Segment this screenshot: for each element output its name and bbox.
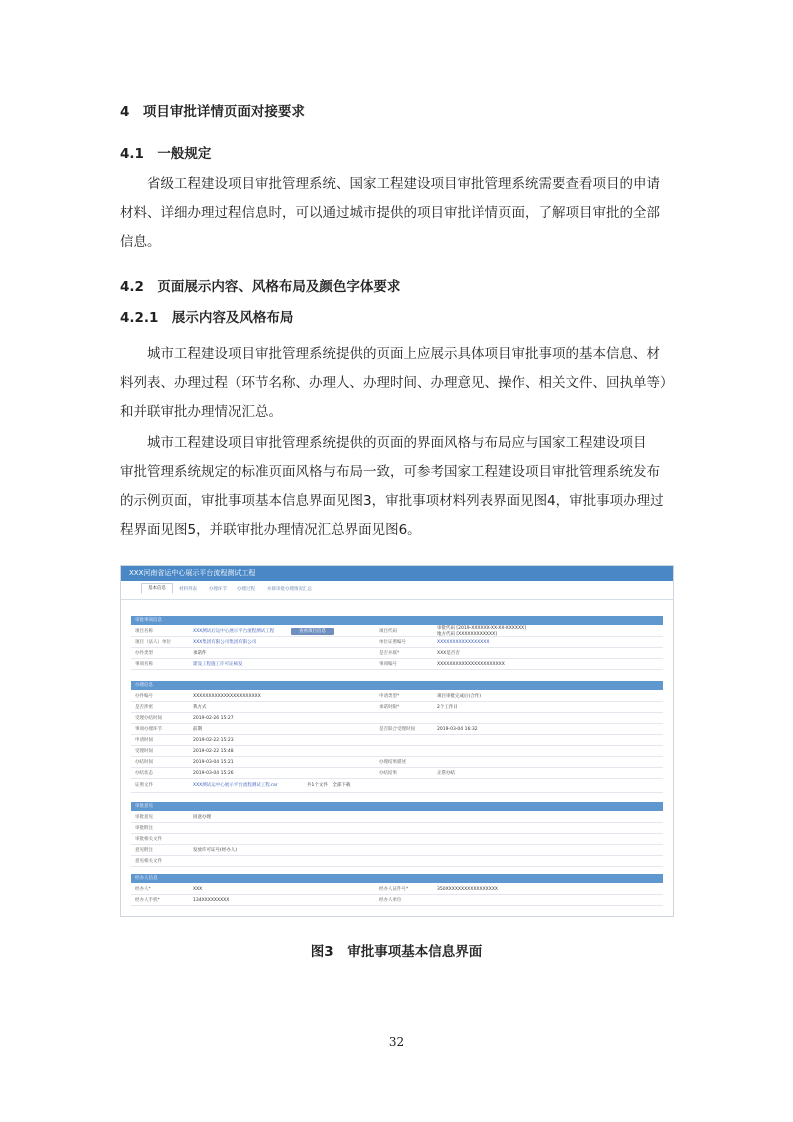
table-row [131, 735, 663, 746]
field-value: 2019-02-22 15:48 [193, 749, 234, 754]
field-label: 经办人证件号* [379, 887, 409, 892]
field-label: 承诺时限* [379, 705, 400, 710]
table-row [131, 713, 663, 724]
field-label: 意见附注 [135, 848, 153, 853]
field-label: 申请时间 [135, 738, 153, 743]
table-row [131, 648, 663, 659]
field-label: 经办人单位 [379, 898, 402, 903]
field-value: 正常办结 [437, 771, 455, 776]
field-value: 2019-03-04 16:32 [437, 727, 478, 732]
paragraph-1-line: 省级工程建设项目审批管理系统、国家工程建设项目审批管理系统需要查看项目的申请 [120, 176, 660, 192]
field-label: 项目名称 [135, 629, 153, 634]
table-row [131, 812, 663, 823]
paragraph-2-line: 城市工程建设项目审批管理系统提供的页面上应展示具体项目审批事项的基本信息、材 [120, 346, 660, 362]
field-label: 经办人手机* [135, 898, 160, 903]
table-row [131, 691, 663, 702]
section-opinion: 审批意见 [131, 802, 663, 811]
heading-4-1: 4.1 一般规定 [120, 146, 212, 162]
download-all-link[interactable]: 共1个文件 全部下载 [307, 783, 351, 788]
paragraph-1-line: 材料、详细办理过程信息时，可以通过城市提供的项目审批详情页面，了解项目审批的全部 [120, 205, 660, 221]
field-label: 意见相关文件 [135, 859, 162, 864]
field-link[interactable]: XXXXXXXXXXXXXXXXX [437, 640, 490, 645]
paragraph-3-line: 的示例页面，审批事项基本信息界面见图3，审批事项材料列表界面见图4，审批事项办理过 [120, 493, 664, 509]
field-value: XXXXXXXXXXXXXXXXXXXXXX [193, 694, 261, 699]
page-number: 32 [388, 1035, 405, 1049]
tab-material-list[interactable]: 材料列表 [179, 587, 197, 592]
field-label: 办件编号 [135, 694, 153, 699]
tab-basic-info[interactable]: 基本信息 [141, 583, 173, 594]
paragraph-2-line: 和并联审批办理情况汇总。 [120, 404, 282, 420]
field-label: 申请类型* [379, 694, 400, 699]
figure-tabs [121, 581, 673, 600]
field-value: XXXXXXXXXXXXXXXXXXXXXX [437, 662, 505, 667]
field-label: 审批相关文件 [135, 837, 162, 842]
table-row [131, 779, 663, 793]
paragraph-3 [120, 429, 673, 545]
field-label: 是否并联* [379, 651, 400, 656]
table-row [131, 856, 663, 867]
field-label: 事项办理环节 [135, 727, 162, 732]
field-label: 事项名称 [135, 662, 153, 667]
heading-4: 4 项目审批详情页面对接要求 [120, 104, 305, 120]
field-label: 审批附注 [135, 826, 153, 831]
field-link[interactable]: 建设工程施工许可证核发 [193, 662, 243, 667]
tab-parallel-summary[interactable]: 并联审批办理情况汇总 [267, 587, 312, 592]
heading-4-2-1: 4.2.1 展示内容及风格布局 [120, 310, 294, 326]
field-label: 受理时间 [135, 749, 153, 754]
field-label: 是否联合受理时间 [379, 727, 415, 732]
attachment-link[interactable]: XXX测试运中心展示平台流程测试工程.rar [193, 783, 278, 788]
table-row [131, 845, 663, 856]
field-value: 项目审批完成后(合作) [437, 694, 482, 699]
field-label: 办理结果描述 [379, 760, 406, 765]
paragraph-2-line: 料列表、办理过程（环节名称、办理人、办理时间、办理意见、操作、相关文件、回执单等） [120, 375, 674, 391]
table-row [131, 884, 663, 895]
field-value: XXX是否否 [437, 651, 460, 656]
field-value: XXX [193, 887, 203, 892]
heading-4-2: 4.2 页面展示内容、风格布局及颜色字体要求 [120, 279, 401, 295]
field-label: 受理办结时间 [135, 716, 162, 721]
table-row [131, 746, 663, 757]
table-row [131, 626, 663, 637]
field-label: 经办人* [135, 887, 151, 892]
paragraph-1-line: 信息。 [120, 234, 161, 250]
field-value: 我方式 [193, 705, 207, 710]
tab-process-history[interactable]: 办理过程 [237, 587, 255, 592]
figure-3-screenshot [120, 565, 674, 917]
paragraph-3-line: 城市工程建设项目审批管理系统提供的页面的界面风格与布局应与国家工程建设项目 [120, 435, 647, 451]
view-project-button[interactable]: 查看项目信息 [291, 628, 334, 635]
table-row [131, 757, 663, 768]
field-label: 事项编号 [379, 662, 397, 667]
section-basic-info: 审批事项信息 [131, 616, 663, 625]
field-label: 审批意见 [135, 815, 153, 820]
field-value: 134XXXXXXXXX [193, 898, 230, 903]
field-label: 办结结果 [379, 771, 397, 776]
table-row [131, 768, 663, 779]
field-link[interactable]: XXX集团有限公司集团有限公司 [193, 640, 257, 645]
field-value: 2019-02-26 15:27 [193, 716, 234, 721]
table-row [131, 834, 663, 845]
figure-title-bar: XXX河南省运中心展示平台流程测试工程 [121, 566, 673, 581]
field-label: 项目代码 [379, 629, 397, 634]
field-value: 2019-02-22 15:23 [193, 738, 234, 743]
paragraph-3-line: 审批管理系统规定的标准页面风格与布局一致，可参考国家工程建设项目审批管理系统发布 [120, 464, 660, 480]
field-value: 前期 [193, 727, 202, 732]
field-value: 2019-03-04 15:26 [193, 771, 234, 776]
field-label: 办结时间 [135, 760, 153, 765]
field-value: 地方代码 [XXXXXXXXXXXX] [437, 632, 497, 637]
paragraph-2 [120, 340, 673, 427]
section-contact: 经办人信息 [131, 874, 663, 883]
table-row [131, 659, 663, 670]
field-label: 是否涉密 [135, 705, 153, 710]
field-value: 2019-03-04 15:21 [193, 760, 234, 765]
field-label: 办结状态 [135, 771, 153, 776]
field-label: 证照文件 [135, 783, 153, 788]
paragraph-1 [120, 170, 673, 257]
field-label: 单位证照编号 [379, 640, 406, 645]
project-name-link[interactable]: XXX测试后运中心展示平台流程测试工程 [193, 629, 275, 634]
field-value: 2个工作日 [437, 705, 458, 710]
field-value: 350XXXXXXXXXXXXXXXXX [437, 887, 498, 892]
table-row [131, 637, 663, 648]
paragraph-3-line: 程界面见图5，并联审批办理情况汇总界面见图6。 [120, 522, 421, 538]
field-value: 承诺件 [193, 651, 207, 656]
field-value: 审批代码 [2019-XXXXXX-XX-XX-XXXXXX] [437, 626, 526, 631]
table-row [131, 823, 663, 834]
field-value: 同意办理 [193, 815, 211, 820]
table-row [131, 724, 663, 735]
table-row [131, 895, 663, 906]
figure-caption: 图3 审批事项基本信息界面 [310, 944, 483, 960]
tab-process-step[interactable]: 办理环节 [209, 587, 227, 592]
field-label: 项目（法人）单位 [135, 640, 171, 645]
table-row [131, 702, 663, 713]
field-value: 发放许可证号(经办人) [193, 848, 238, 853]
field-label: 办件类型 [135, 651, 153, 656]
section-process-info: 办理信息 [131, 681, 663, 690]
